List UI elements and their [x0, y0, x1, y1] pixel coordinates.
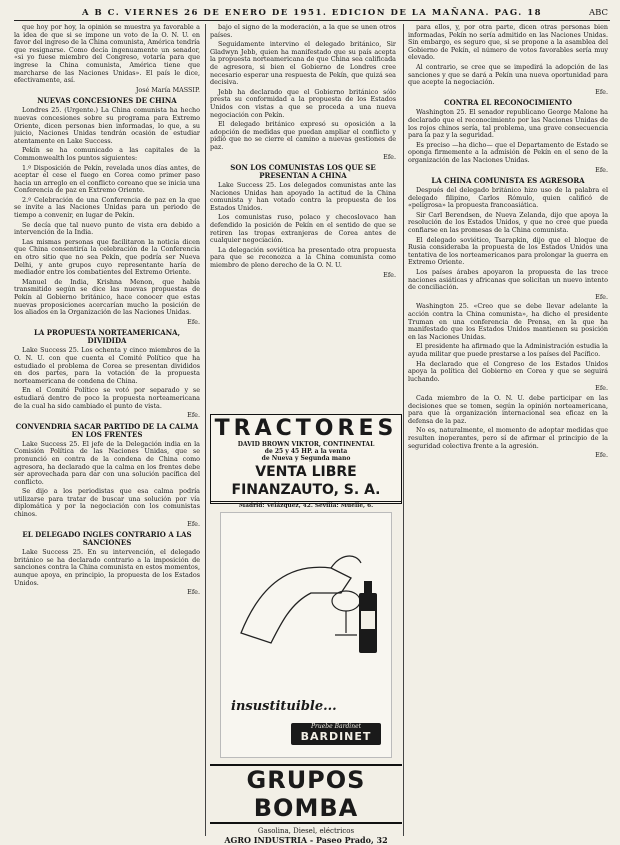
- headline: NUEVAS CONCESIONES DE CHINA: [37, 96, 177, 106]
- paragraph: El delegado británico expresó su oposición a la adopción de medidas que puedan ampliar el conflicto y pidió que no se cierre el camino a nuevas gestiones de paz.: [210, 120, 396, 151]
- brand-badge: [291, 723, 381, 745]
- signature: Efe.: [187, 411, 200, 420]
- headline: CONTRA EL RECONOCIMIENTO: [444, 98, 572, 108]
- paragraph: Londres 25. (Urgente.) La China comunista ha hecho nuevas concesiones sobre su programa para Extremo Oriente, dicen personas bien informadas, lo que, a su juicio, Naciones Unidas tendrán ocasión de estudiar atentamente en Lake Success.: [14, 106, 200, 145]
- column-1: [14, 24, 200, 836]
- paragraph: Al contrario, se cree que se impedirá la adopción de las sanciones y que se dará a Pekín una nueva oportunidad para que acepte la negociación.: [408, 62, 608, 87]
- headline: CONVENDRIA SACAR PARTIDO DE LA CALMA EN LOS FRENTES: [15, 421, 199, 439]
- paragraph: Jebb ha declarado que el Gobierno británico sólo presta su conformidad a la propuesta de los Estados Unidos con vistas a que se proceda a una nueva negociación con Pekín.: [210, 87, 396, 119]
- paragraph: Los comunistas ruso, polaco y checoslovaco han defendido la posición de Pekín en el sentido de que se retiren las tropas extranjeras de Corea antes de cualquier negociación.: [210, 213, 396, 245]
- badge-caption: Pruebe Bardinet: [310, 723, 362, 730]
- paragraph: que hoy por hoy, la opinión se muestra ya favorable a la idea de que si se impone un voto de la O. N. U. en favor del ingreso de la China comunista, América tendría que resignarse. Como decía ingenuamente un senador, «si yo fuese miembro del Congreso, votaría para que ingrese la China comunista, América tiene que marcharse de las Naciones Unidas». El país le dice, efectivamente, así.: [14, 24, 200, 85]
- ad-headline: VENTA LIBRE: [255, 464, 357, 480]
- paragraph: Washington 25. El senador republicano George Malone ha declarado que el reconocimiento por las Naciones Unidas de los rojos chinos sería, tal problema, una grave consecuencia para la paz y la seguridad.: [408, 108, 608, 140]
- signature: Efe.: [187, 519, 200, 528]
- paragraph: La delegación soviética ha presentado otra propuesta para que se reconozca a la China comunista como miembro de pleno derecho de la O. N. U.: [210, 245, 396, 270]
- paragraph: Lake Success 25. En su intervención, el delegado británico se ha declarado contrario a la imposición de sanciones contra la China comunista en estos momentos, aunque apoya, en principio, la propuesta de los Estados Unidos.: [14, 548, 200, 587]
- paragraph: para ellos, y, por otra parte, dicen otras personas bien informadas, Pekín no sería admitido en las Naciones Unidas. Sin embargo, es seguro que, si se propone a la asamblea del Gobierno de Pekín, el número de votos favorables sería muy elevado.: [408, 24, 608, 62]
- paragraph: bajo el signo de la moderación, a la que se unen otros países.: [210, 24, 396, 39]
- signature: Efe.: [383, 270, 396, 279]
- headline: SON LOS COMUNISTAS LOS QUE SE PRESENTAN A CHINA: [230, 163, 376, 181]
- ad-company: FINANZAUTO, S. A.: [231, 482, 381, 498]
- column-rule-1: [205, 24, 206, 836]
- paragraph: 1.º Disposición de Pekín, revelada unos días antes, de aceptar el cese el fuego en Corea como primer paso hacia un arreglo en el conflicto coreano que se inicia una Conferencia de paz en Extremo Oriente.: [14, 163, 200, 195]
- ad-line: de 25 y 45 HP. a la venta: [264, 448, 348, 455]
- signature: Efe.: [595, 451, 608, 460]
- column-3: [408, 24, 608, 836]
- newspaper-page: [14, 8, 610, 845]
- column-2: [210, 24, 396, 412]
- paragraph: Washington 25. «Creo que se debe llevar adelante la acción contra la China comunista», ha dicho el presidente Truman en una conferencia de Prensa, en la que ha manifestado que los Estados Unidos mantienen su posición en las Naciones Unidas.: [408, 302, 608, 341]
- paragraph: El presidente ha afirmado que la Administración estudia la ayuda militar que puede prestarse a los países del Pacífico.: [408, 342, 608, 358]
- paragraph: Lake Success 25. Los delegados comunistas ante las Naciones Unidas han apoyado la actitud de la China comunista y han votado contra la propuesta de los Estados Unidos.: [210, 181, 396, 212]
- paragraph: Cada miembro de la O. N. U. debe participar en las decisiones que se tomen, según la opinión norteamericana, para que la organización internacional sea eficaz en la defensa de la paz.: [408, 393, 608, 425]
- header-page-mark: ABC: [588, 8, 608, 18]
- brand-name: BARDINET: [300, 730, 372, 743]
- ad-address: AGRO INDUSTRIA - Paseo Prado, 32: [224, 835, 388, 845]
- headline: LA PROPUESTA NORTEAMERICANA, DIVIDIDA: [33, 328, 181, 346]
- paragraph: Seguidamente intervino el delegado británico, Sir Gladwyn Jebb, quien ha manifestado que su país acepta la propuesta norteamericana de que China sea calificada de agresora, si bien el Gobierno de Londres cree necesario esperar una respuesta de Pekín, que quizá sea decisiva.: [210, 40, 396, 87]
- paragraph: Se dijo a los periodistas que esa calma podría utilizarse para tratar de buscar una solución por vía diplomática y por la negociación con los comunistas chinos.: [14, 487, 200, 519]
- signature: Efe.: [187, 317, 200, 326]
- paragraph: El delegado soviético, Tsarapkin, dijo que el bloque de Rusia consideraba la propuesta de los Estados Unidos una tentativa de los norteamericanos para prolongar la guerra en Extremo Oriente.: [408, 235, 608, 267]
- paragraph: Sir Carl Berendsen, de Nueva Zelanda, dijo que apoya la resolución de los Estados Unidos, y que no cree que pueda confiarse en las promesas de la China comunista.: [408, 210, 608, 235]
- ad-slogan: insustituible...: [231, 699, 337, 714]
- signature: Efe.: [595, 87, 608, 96]
- paragraph: Lake Success 25. El jefe de la Delegación india en la Comisión Política de las Naciones Unidas, que se pronunció en contra de la condena de China como agresora, ha declarado que la calma en los frentes debe ser aprovechada para dar con una solución pacífica del conflicto.: [14, 439, 200, 486]
- paragraph: Después del delegado británico hizo uso de la palabra el delegado filipino, Carlos Rómulo, quien calificó de «peligrosa» la propuesta francoasiática.: [408, 186, 608, 210]
- paragraph: No es, naturalmente, el momento de adoptar medidas que resulten inoperantes, pero sí de afirmar el principio de la seguridad colectiva frente a la agresión.: [408, 426, 608, 450]
- paragraph: Pekín se ha comunicado a las capitales de la Commonwealth los puntos siguientes:: [14, 146, 200, 162]
- headline: EL DELEGADO INGLES CONTRARIO A LAS SANCIONES: [22, 530, 192, 548]
- signature: Efe.: [187, 588, 200, 597]
- header-text: A B C. VIERNES 26 DE ENERO DE 1951. EDICION DE LA MAÑANA. PAG. 18: [81, 8, 543, 18]
- paragraph: Ha declarado que el Congreso de los Estados Unidos apoya la política del Gobierno en Corea y que se seguirá luchando.: [408, 359, 608, 383]
- tractores-advertisement: [210, 414, 402, 509]
- paragraph: Se decía que tal nuevo punto de vista era debido a intervención de la India.: [14, 220, 200, 237]
- paragraph: Las mismas personas que facilitaron la noticia dicen que China consentiría la celebración de la Conferencia en otro sitio que no sea Pekín, que podría ser Nueva Delhi, y ante grupos cuyo representante haría de mediador entre los combatientes del Extremo Oriente.: [14, 237, 200, 277]
- paragraph: En el Comité Político se votó por separado y se estudiará dentro de poco la propuesta norteamericana de la cual ha sido cambiado el punto de vista.: [14, 386, 200, 410]
- paragraph: Los países árabes apoyaron la propuesta de las trece naciones asiáticas y africanas que solicitan un nuevo intento de conciliación.: [408, 268, 608, 292]
- headline: LA CHINA COMUNISTA ES AGRESORA: [431, 176, 585, 186]
- signature: Efe.: [595, 384, 608, 393]
- signature: Efe.: [383, 152, 396, 161]
- paragraph: Es preciso —ha dicho— que el Departamento de Estado se oponga firmemente a la admisión de Pekín en el seno de la organización de las Naciones Unidas.: [408, 140, 608, 164]
- ad-line: de Nueva y Segunda mano: [261, 455, 351, 462]
- signature: Efe.: [595, 165, 608, 174]
- page-header: [14, 8, 610, 21]
- paragraph: Lake Success 25. Los ochenta y cinco miembros de la O. N. U. con que cuenta el Comité Político que ha estudiado el problema de Corea se presentan divididos en dos partes, para la votación de la propuesta norteamericana de condena de China.: [14, 346, 200, 385]
- ad-line: DAVID BROWN VIKTOR, CONTINENTAL: [237, 441, 375, 448]
- ad-title: TRACTORES: [214, 416, 398, 441]
- grupos-bomba-advertisement: [210, 764, 402, 845]
- bardinet-advertisement: [220, 512, 392, 758]
- ad-address: Madrid: Velázquez, 42. Sevilla: Muelle, 6.: [211, 501, 401, 509]
- signature: José María MASSIP.: [135, 85, 200, 94]
- column-rule-2: [403, 24, 404, 836]
- paragraph: 2.º Celebración de una Conferencia de paz en la que se invite a las Naciones Unidas para un periodo de tiempo a convenir, en lugar de Pekín.: [14, 195, 200, 220]
- signature: Efe.: [595, 292, 608, 301]
- paragraph: Manuel de India, Krishna Menon, que había transmitido según se dice las nuevas propuestas de Pekín al Gobierno británico, hace conocer que estas nuevas proposiciones acercarían mucho la posición de los aliados en la Organización de las Naciones Unidas.: [14, 277, 200, 317]
- ad-title: GRUPOS BOMBA: [210, 764, 402, 824]
- hand-bottle-illustration: [231, 523, 381, 663]
- ad-line: Gasolina, Diesel, eléctricos: [257, 827, 355, 835]
